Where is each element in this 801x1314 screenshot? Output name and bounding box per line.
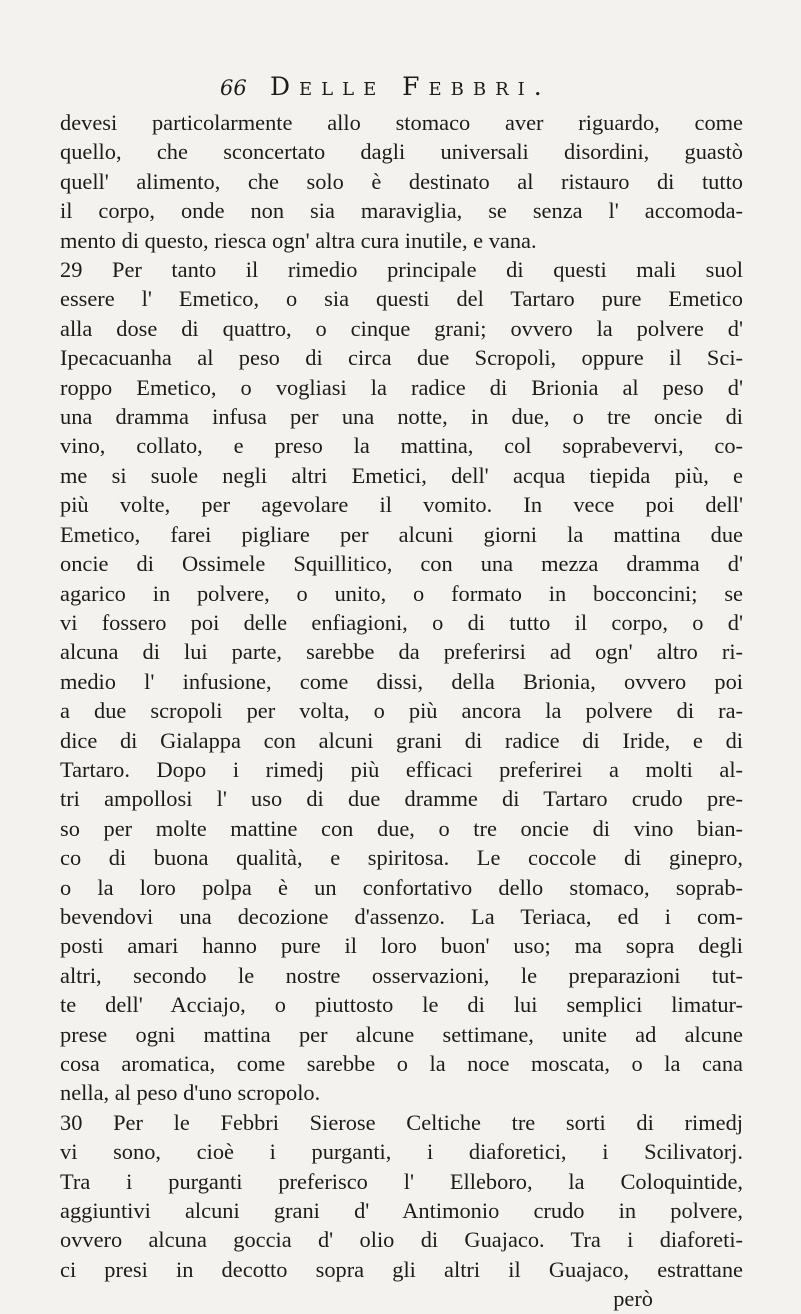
text-line: 29 Per tanto il rimedio principale di questi mali suol xyxy=(60,257,743,283)
text-line: a due scropoli per volta, o più ancora la polvere di ra- xyxy=(60,698,743,724)
text-line: posti amari hanno pure il loro buon' uso; ma sopra degli xyxy=(60,933,743,959)
text-line: me si suole negli altri Emetici, dell' acqua tiepida più, e xyxy=(60,462,743,488)
text-line: so per molte mattine con due, o tre oncie di vino bian- xyxy=(60,815,743,841)
text-line: te dell' Acciajo, o piuttosto le di lui semplici limatur- xyxy=(60,992,743,1018)
text-line: vi sono, cioè i purganti, i diaforetici, i Scilivatorj. xyxy=(60,1139,743,1165)
text-line: più volte, per agevolare il vomito. In vece poi dell' xyxy=(60,492,743,518)
text-line: medio l' infusione, come dissi, della Brionia, ovvero poi xyxy=(60,668,743,694)
text-line: quell' alimento, che solo è destinato al ristauro di tutto xyxy=(60,168,743,194)
text-line: agarico in polvere, o unito, o formato in bocconcini; se xyxy=(60,580,743,606)
text-line: una dramma infusa per una notte, in due, o tre oncie di xyxy=(60,404,743,430)
text-line: ovvero alcuna goccia d' olio di Guajaco. Tra i diaforeti- xyxy=(60,1227,743,1253)
catchword: però xyxy=(613,1286,653,1312)
text-line: devesi particolarmente allo stomaco aver riguardo, come xyxy=(60,110,743,135)
text-line: Ipecacuanha al peso di circa due Scropoli, oppure il Sci- xyxy=(60,345,743,371)
text-line: roppo Emetico, o vogliasi la radice di Brionia al peso d' xyxy=(60,374,743,400)
running-title: Delle Febbri. xyxy=(270,72,551,101)
text-line: o la loro polpa è un confortativo dello stomaco, soprab- xyxy=(60,874,743,900)
text-line: 30 Per le Febbri Sierose Celtiche tre sorti di rimedj xyxy=(60,1109,743,1135)
text-line: aggiuntivi alcuni grani d' Antimonio crudo in polvere, xyxy=(60,1198,743,1224)
text-line: oncie di Ossimele Squillitico, con una mezza dramma d' xyxy=(60,551,743,577)
text-line: altri, secondo le nostre osservazioni, le preparazioni tut- xyxy=(60,962,743,988)
text-line: essere l' Emetico, o sia questi del Tartaro pure Emetico xyxy=(60,286,743,312)
text-line: alcuna di lui parte, sarebbe da preferirsi ad ogn' altro ri- xyxy=(60,639,743,665)
text-line: tri ampollosi l' uso di due dramme di Tartaro crudo pre- xyxy=(60,786,743,812)
running-head xyxy=(60,72,743,108)
text-line: Tra i purganti preferisco l' Elleboro, la Coloquintide, xyxy=(60,1168,743,1194)
text-line: prese ogni mattina per alcune settimane, unite ad alcune xyxy=(60,1021,743,1047)
text-line: vino, collato, e preso la mattina, col soprabevervi, co- xyxy=(60,433,743,459)
page-number: 66 xyxy=(220,76,247,100)
text-line: cosa aromatica, come sarebbe o la noce moscata, o la cana xyxy=(60,1051,743,1076)
text-line: Tartaro. Dopo i rimedj più efficaci preferirei a molti al- xyxy=(60,756,743,782)
body-text xyxy=(60,108,743,1284)
text-line: il corpo, onde non sia maraviglia, se senza l' accomoda- xyxy=(60,198,743,224)
text-line: quello, che sconcertato dagli universali disordini, guastò xyxy=(60,139,743,165)
text-line: alla dose di quattro, o cinque grani; ovvero la polvere d' xyxy=(60,315,743,341)
text-line: nella, al peso d'uno scropolo. xyxy=(60,1080,321,1106)
text-line: vi fossero poi delle enfiagioni, o di tutto il corpo, o d' xyxy=(60,609,743,635)
text-line: ci presi in decotto sopra gli altri il Guajaco, estrattane xyxy=(60,1256,743,1282)
text-line: dice di Gialappa con alcuni grani di radice di Iride, e di xyxy=(60,727,743,753)
text-line: co di buona qualità, e spiritosa. Le coccole di ginepro, xyxy=(60,845,743,871)
text-line: bevendovi una decozione d'assenzo. La Teriaca, ed i com- xyxy=(60,903,743,929)
text-line: Emetico, farei pigliare per alcuni giorni la mattina due xyxy=(60,521,743,547)
text-line: mento di questo, riesca ogn' altra cura inutile, e vana. xyxy=(60,227,537,253)
